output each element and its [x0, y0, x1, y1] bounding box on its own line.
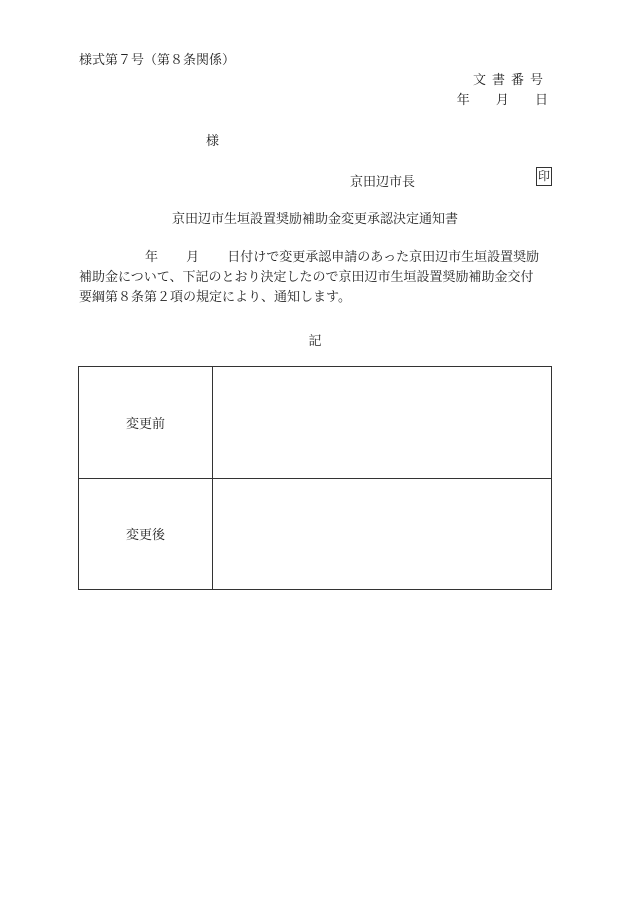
document-number-label: 文書番号 [472, 73, 549, 88]
form-number: 様式第７号（第８条関係） [79, 53, 236, 68]
seal-stamp: 印 [536, 167, 552, 186]
body-line-2: 補助金について、下記のとおり決定したので京田辺市生垣設置奨励補助金交付 [79, 270, 534, 285]
recipient-honorific: 様 [206, 134, 220, 149]
ki-heading: 記 [308, 334, 322, 349]
after-change-label: 変更後 [79, 478, 213, 590]
date-line: 年 月 日 [456, 93, 548, 108]
after-change-cell [213, 478, 552, 590]
notice-title: 京田辺市生垣設置奨励補助金変更承認決定通知書 [171, 212, 458, 227]
change-table [78, 366, 552, 590]
issuer-name: 京田辺市長 [350, 175, 416, 190]
table-row-after [79, 478, 552, 590]
notice-body [79, 248, 554, 308]
body-line-1: 年 月 日付けで変更承認申請のあった京田辺市生垣設置奨励 [145, 250, 540, 265]
body-line-3: 要綱第８条第２項の規定により、通知します。 [79, 290, 351, 305]
before-change-cell [213, 367, 552, 479]
before-change-label: 変更前 [79, 367, 213, 479]
table-row-before [79, 367, 552, 479]
